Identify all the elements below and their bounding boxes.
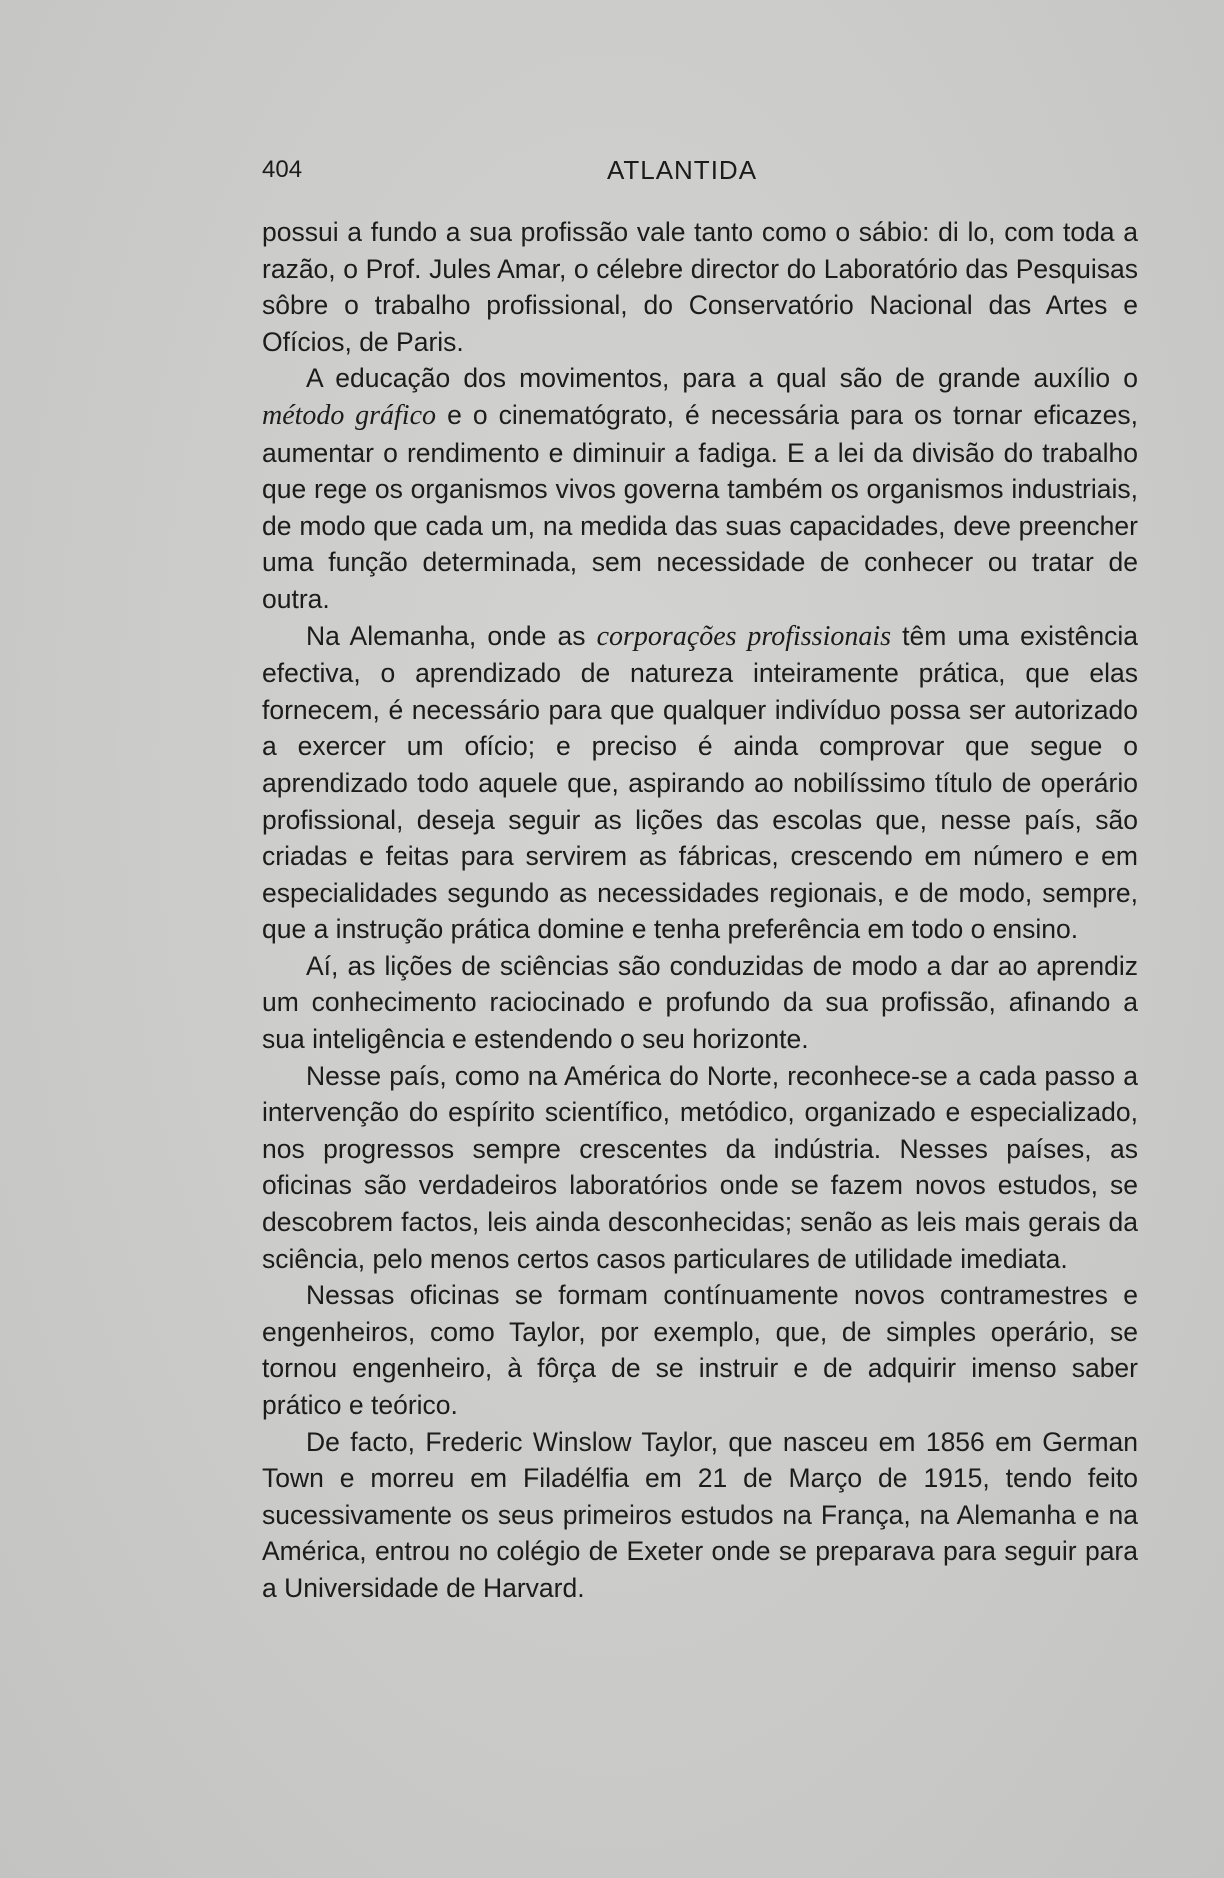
paragraph-text: possui a fundo a sua profissão vale tanto como o sábio: di lo, com toda a razão, o Prof. Jules Amar, o célebre director do Laboratório das Pesquisas sôbre o trabalho profissional, do Conservatório Nacional das Artes e Ofícios, de Paris. [262,217,1138,357]
running-head [262,152,1142,192]
paragraph-text: Na Alemanha, onde as [306,620,597,651]
paragraph-text: A educação dos movimentos, para a qual são de grande auxílio o [306,363,1138,394]
body-text [262,214,1138,1607]
paragraph-text: De facto, Frederic Winslow Taylor, que nasceu em 1856 em German Town e morreu em Filadélfia em 21 de Março de 1915, tendo feito sucessivamente os seus primeiros estudos na França, na Alemanha e na América, entrou no colégio de Exeter onde se preparava para seguir para a Universidade de Harvard. [262,1426,1138,1603]
paragraph-text: Nesse país, como na América do Norte, reconhece-se a cada passo a intervenção do espírito scientífico, metódico, organizado e especializado, nos progressos sempre crescentes da indústria. Nesses países, as oficinas são verdadeiros laboratórios onde se fazem novos estudos, se descobrem factos, leis ainda desconhecidas; senão as leis mais gerais da sciência, pelo menos certos casos particulares de utilidade imediata. [262,1060,1138,1274]
paragraph-text: Aí, as lições de sciências são conduzidas de modo a dar ao aprendiz um conhecimento raciocinado e profundo da sua profissão, afinando a sua inteligência e estendendo o seu horizonte. [262,950,1138,1055]
paragraph-6 [262,1277,1138,1423]
paragraph-1 [262,214,1138,360]
paragraph-text: e o cinematógrato, é necessária para os tornar eficazes, aumentar o rendimento e diminuir a fadiga. E a lei da divisão do trabalho que rege os organismos vivos governa também os organismos industriais, de modo que cada um, na medida das suas capacidades, deve preencher uma função determinada, sem necessidade de conhecer ou tratar de outra. [262,399,1139,614]
page-number: 404 [262,156,303,183]
paragraph-4 [262,948,1138,1058]
running-title: ATLANTIDA [606,155,758,185]
paragraph-5 [262,1058,1138,1278]
paragraph-2 [262,360,1138,617]
italic-term: método gráfico [262,399,437,431]
paragraph-3 [262,618,1138,948]
paragraph-text: têm uma existência efectiva, o aprendizado de natureza inteiramente prática, que elas fornecem, é necessário para que qualquer indivíduo possa ser autorizado a exercer um ofício; e preciso é ainda comprovar que segue o aprendizado todo aquele que, aspirando ao nobilíssimo título de operário profissional, deseja seguir as lições das escolas que, nesse país, são criadas e feitas para servirem as fábricas, crescendo em número e em especialidades segundo as necessidades regionais, e de modo, sempre, que a instrução prática domine e tenha preferência em todo o ensino. [262,620,1139,945]
paragraph-7 [262,1424,1138,1607]
paragraph-text: Nessas oficinas se formam contínuamente novos contramestres e engenheiros, como Taylor, por exemplo, que, de simples operário, se tornou engenheiro, à fôrça de se instruir e de adquirir imenso saber prático e teórico. [262,1280,1138,1420]
italic-term: corporações profissionais [596,620,892,652]
